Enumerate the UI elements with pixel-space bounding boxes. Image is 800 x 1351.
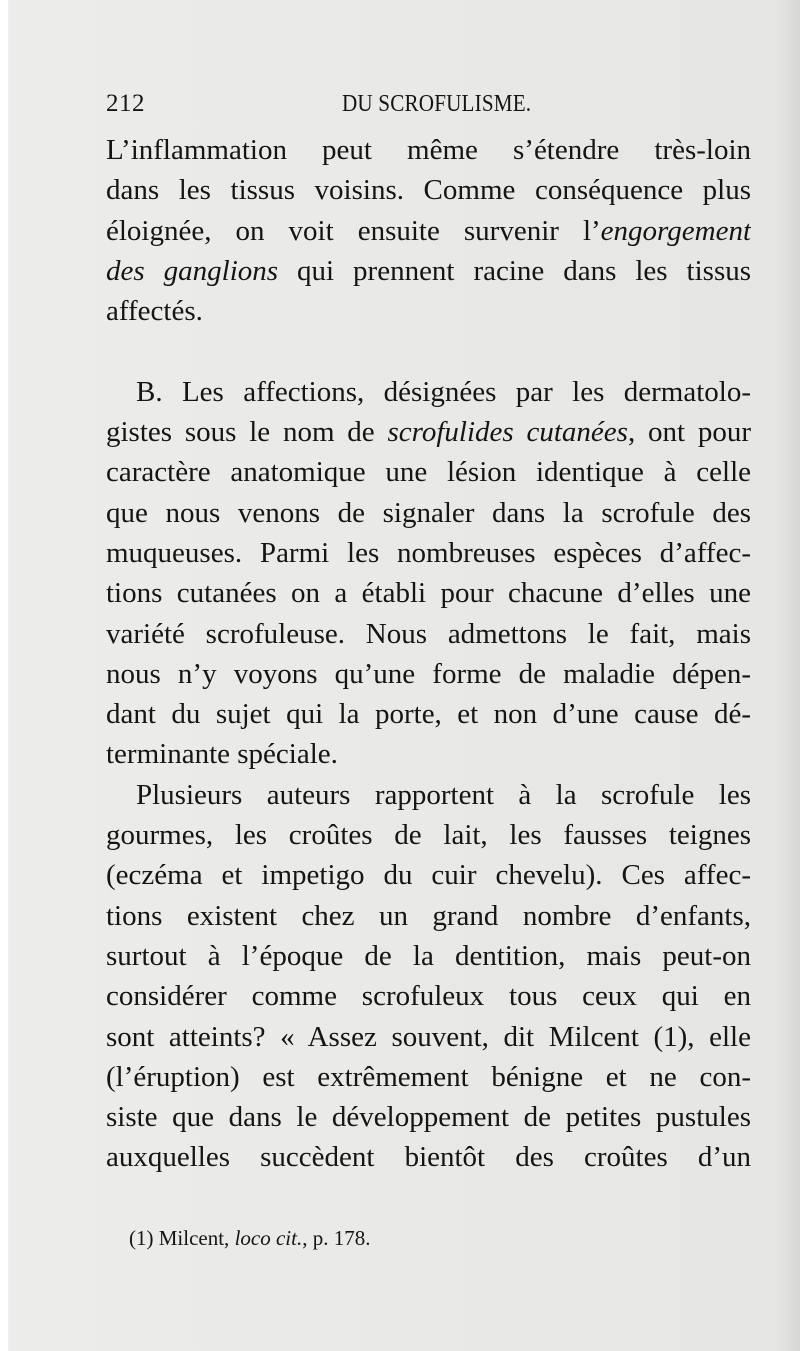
text-line: affectés. [106, 295, 203, 328]
text-line: muqueuses. Parmi les nombreuses espèces d’affec- [106, 536, 751, 569]
text-line: auxquelles succèdent bientôt des croûtes d’un [106, 1141, 751, 1174]
text-line: (eczéma et impetigo du cuir chevelu). Ces affec- [106, 859, 751, 892]
paragraph-gap [106, 331, 751, 371]
italic-term: scrofulides cutanées [387, 416, 628, 449]
italic-term: engorgement [600, 214, 751, 247]
text-fragment: qui prennent racine dans les tissus [297, 254, 751, 287]
running-head [106, 84, 751, 124]
body-text [106, 130, 751, 1178]
text-line: terminante spéciale. [106, 738, 338, 771]
text-line: B. Les affections, désignées par les dermatolo- [136, 375, 751, 408]
text-line: L’inflammation peut même s’étendre très-loin [106, 134, 751, 166]
text-line: surtout à l’époque de la dentition, mais peut-on [106, 939, 751, 972]
text-line: caractère anatomique une lésion identique à celle [106, 456, 751, 489]
text-line: gourmes, les croûtes de lait, les fausses teignes [106, 819, 751, 852]
text-line: (l’éruption) est extrêmement bénigne et ne con- [106, 1060, 751, 1093]
running-head-title: DU SCROFULISME. [342, 91, 532, 117]
text-line: variété scrofuleuse. Nous admettons le fait, mais [106, 617, 751, 650]
page-number: 212 [106, 90, 145, 117]
text-line [106, 412, 751, 452]
footnote-rest: , p. 178. [302, 1226, 371, 1250]
italic-term: ganglions [163, 254, 279, 287]
text-line: sont atteints? « Assez souvent, dit Milcent (1), elle [106, 1020, 751, 1053]
text-line [106, 251, 751, 291]
text-line: dant du sujet qui la porte, et non d’une cause dé- [106, 698, 751, 731]
text-line: siste que dans le développement de petites pustules [106, 1101, 751, 1134]
text-line [106, 211, 751, 251]
italic-term: des [106, 254, 145, 287]
text-line: tions existent chez un grand nombre d’enfants, [106, 899, 751, 932]
text-line: Plusieurs auteurs rapportent à la scrofule les [136, 778, 751, 811]
text-line: dans les tissus voisins. Comme conséquence plus [106, 174, 751, 207]
footnote [129, 1222, 370, 1254]
footnote-italic: loco cit. [234, 1226, 303, 1250]
text-fragment: gistes sous le nom de [106, 416, 375, 449]
footnote-marker: (1) Milcent, [129, 1226, 230, 1250]
text-fragment: , ont pour [627, 416, 751, 449]
text-line: considérer comme scrofuleux tous ceux qui en [106, 980, 751, 1013]
text-line: que nous venons de signaler dans la scrofule des [106, 496, 751, 529]
text-fragment: éloignée, on voit ensuite survenir l’ [106, 214, 601, 247]
text-line: tions cutanées on a établi pour chacune d’elles une [106, 577, 751, 610]
text-line: nous n’y voyons qu’une forme de maladie dépen- [106, 657, 751, 690]
